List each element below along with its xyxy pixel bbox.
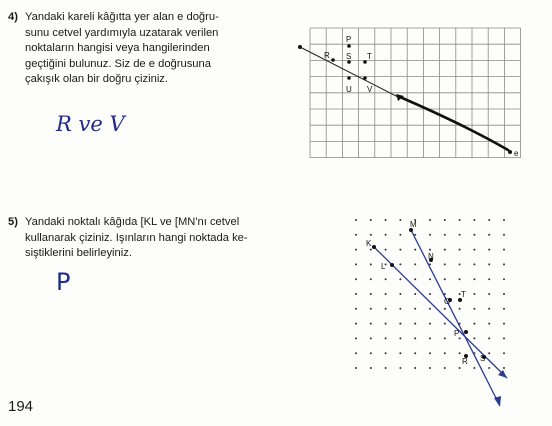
question-5-line-3: siştiklerini belirleyiniz. (25, 247, 132, 260)
dot (503, 234, 505, 236)
dot (414, 293, 416, 295)
dot (385, 293, 387, 295)
dot (444, 249, 446, 251)
point-label-m: M (410, 220, 417, 229)
dot (370, 323, 372, 325)
dot (488, 352, 490, 354)
dot (444, 323, 446, 325)
dot (444, 367, 446, 369)
question-5-line-1: Yandaki noktalı kâğıda [KL ve [MN'nı cetvel (25, 216, 240, 228)
dot (503, 352, 505, 354)
point-label-s: S (346, 52, 352, 61)
point-label-k: K (366, 239, 372, 248)
dot (459, 367, 461, 369)
dot (429, 249, 431, 251)
dot (473, 234, 475, 236)
dot (459, 249, 461, 251)
dot (355, 249, 357, 251)
dot (503, 293, 505, 295)
dot (414, 249, 416, 251)
dot (399, 367, 401, 369)
question-5-number: 5) (8, 216, 18, 228)
dot (385, 219, 387, 221)
point-label-n: N (428, 252, 434, 261)
dot (385, 337, 387, 339)
question-4-line-3: noktaların hangisi veya hangilerinden (25, 42, 210, 55)
dot (399, 308, 401, 310)
dot (414, 263, 416, 265)
dot (399, 278, 401, 280)
dot (355, 219, 357, 221)
dot (385, 249, 387, 251)
dot (473, 293, 475, 295)
page-number: 194 (8, 398, 34, 415)
dot (459, 219, 461, 221)
dot (429, 367, 431, 369)
dot (503, 308, 505, 310)
dot (370, 263, 372, 265)
dot (488, 249, 490, 251)
dot (488, 293, 490, 295)
dot (488, 234, 490, 236)
question-4-line-2: sunu cetvel yardımıyla uzatarak verilen (25, 26, 219, 39)
dot (414, 308, 416, 310)
dot (355, 263, 357, 265)
dot (355, 308, 357, 310)
dot (399, 234, 401, 236)
dot (399, 352, 401, 354)
dot (444, 337, 446, 339)
dot (444, 263, 446, 265)
dot (429, 278, 431, 280)
dot (459, 263, 461, 265)
rays (374, 230, 507, 402)
dot (429, 308, 431, 310)
dot (355, 234, 357, 236)
question-4-answer: R ve V (56, 112, 125, 136)
dot (429, 219, 431, 221)
point-label-o: O (444, 297, 451, 306)
dot (370, 367, 372, 369)
dot (355, 278, 357, 280)
dot (399, 263, 401, 265)
dot (459, 234, 461, 236)
dot (459, 352, 461, 354)
dot (488, 308, 490, 310)
dot (355, 367, 357, 369)
point-label-t: T (367, 52, 372, 61)
dot (503, 278, 505, 280)
dot (488, 263, 490, 265)
dot (503, 367, 505, 369)
dot (385, 278, 387, 280)
point-label-t: T (461, 290, 466, 299)
dot (370, 219, 372, 221)
dot (488, 337, 490, 339)
point-k (372, 245, 376, 249)
dot (488, 323, 490, 325)
point-label-p: P (454, 329, 460, 338)
dot (473, 337, 475, 339)
dot (355, 293, 357, 295)
point-label-s: S (480, 354, 486, 363)
dot (444, 234, 446, 236)
dot (429, 234, 431, 236)
dot (444, 308, 446, 310)
dot (399, 249, 401, 251)
question-4-line-5: çakışık olan bir doğru çiziniz. (25, 73, 169, 86)
ray-MN-arrow-icon (494, 396, 501, 407)
question-5-line-2: kullanarak çiziniz. Işınların hangi noktada ke- (25, 231, 248, 244)
dot (399, 337, 401, 339)
dot (370, 249, 372, 251)
dot (399, 219, 401, 221)
dot (370, 352, 372, 354)
dot (355, 323, 357, 325)
dot (399, 323, 401, 325)
point-label-r: R (324, 51, 330, 60)
ray-MN (411, 230, 498, 402)
point-label-v: V (367, 85, 373, 94)
dot (473, 323, 475, 325)
dot (429, 323, 431, 325)
dot (503, 323, 505, 325)
dot (503, 249, 505, 251)
dot (473, 263, 475, 265)
dot (444, 278, 446, 280)
dot (370, 278, 372, 280)
dot (429, 352, 431, 354)
dot (473, 219, 475, 221)
question-4-number: 4) (8, 11, 18, 23)
ray-KL (374, 247, 507, 378)
dot (370, 234, 372, 236)
question-5-answer: P (56, 268, 71, 296)
dot (473, 278, 475, 280)
dot (385, 234, 387, 236)
dot (414, 352, 416, 354)
dot (429, 337, 431, 339)
dot (459, 278, 461, 280)
dot-grid (355, 219, 505, 369)
dot (444, 219, 446, 221)
question-4-line-1: Yandaki kareli kâğıtta yer alan e doğru- (25, 11, 219, 23)
dot (429, 293, 431, 295)
dot (385, 352, 387, 354)
dot (473, 367, 475, 369)
dot (488, 367, 490, 369)
dot (473, 308, 475, 310)
point-label-r: R (462, 357, 468, 366)
point-l (390, 263, 394, 267)
point-label-u: U (346, 85, 352, 94)
dot (503, 219, 505, 221)
dot (355, 337, 357, 339)
e-line-label: e (514, 149, 519, 158)
dot (459, 308, 461, 310)
dot (385, 323, 387, 325)
dot (488, 219, 490, 221)
point-label-p: P (346, 35, 352, 44)
dot (473, 249, 475, 251)
question-4-line-4: geçtiğini bulunuz. Siz de e doğrusuna (25, 57, 211, 70)
dot (385, 308, 387, 310)
dot (355, 352, 357, 354)
dot (414, 367, 416, 369)
dot (370, 293, 372, 295)
point-label-l: L (381, 262, 386, 271)
dot (503, 263, 505, 265)
dot (414, 323, 416, 325)
dot (488, 278, 490, 280)
dot (399, 293, 401, 295)
dot (370, 308, 372, 310)
dot (370, 337, 372, 339)
dot (503, 337, 505, 339)
dot (414, 278, 416, 280)
dot (414, 337, 416, 339)
dot (444, 352, 446, 354)
point-p (464, 330, 468, 334)
dot (385, 367, 387, 369)
